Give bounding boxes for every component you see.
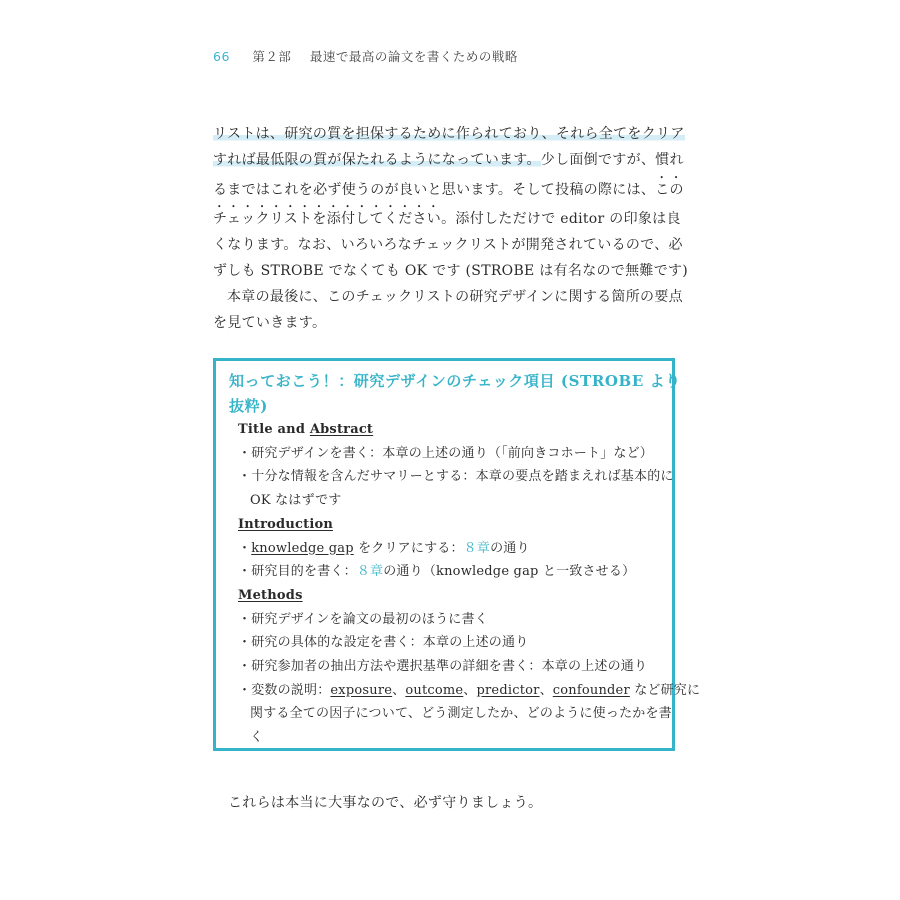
body-text-segment: 少し面倒ですが、慣れ <box>540 151 684 168</box>
list-item: ・十分な情報を含んだサマリーとする：本章の要点を踏まえれば基本的に <box>238 469 674 485</box>
box-content <box>238 418 701 750</box>
list-item: ・研究参加者の抽出方法や選択基準の詳細を書く：本章の上述の通り <box>238 659 648 675</box>
item-text: をクリアにする： <box>353 540 464 556</box>
list-item-continuation: 関する全ての因子について、どう測定したか、どのように使ったかを書 <box>250 706 672 722</box>
body-line-3 <box>213 174 684 204</box>
body-line-4 <box>213 203 681 233</box>
closing-sentence: これらは本当に大事なので、必ず守りましょう。 <box>228 795 543 811</box>
section-heading-introduction <box>238 513 668 537</box>
body-text-segment: るまではこれを必ず使うのが良いと思います。そして投稿の際には、 <box>213 181 656 198</box>
bullet: ・ <box>238 540 252 556</box>
item-text: ・変数の説明： <box>238 682 331 698</box>
emphasis-dotted-text: この <box>655 181 684 198</box>
emphasis-dotted-text: チェックリストを添付してください。 <box>213 211 456 228</box>
heading-underlined-text: Introduction <box>238 516 333 532</box>
list-item <box>238 560 668 584</box>
underlined-term: exposure <box>330 682 393 698</box>
heading-underlined-text: Methods <box>238 587 303 603</box>
body-line-2 <box>213 148 684 174</box>
item-text: の通り（knowledge gap と一致させる） <box>383 564 636 580</box>
body-line-5: くなります。なお、いろいろなチェックリストが開発されているので、必 <box>213 237 683 254</box>
body-line-8: を見ていきます。 <box>213 314 327 331</box>
list-item <box>238 537 668 561</box>
chapter-reference: ８章 <box>356 564 384 580</box>
list-item: ・研究の具体的な設定を書く：本章の上述の通り <box>238 635 529 651</box>
section-heading-title-abstract <box>238 418 668 442</box>
heading-text: Title and <box>238 422 310 437</box>
highlighted-text: リストは、研究の質を担保するために作られており、それら全てをクリア <box>213 126 685 142</box>
list-item-continuation: OK なはずです <box>250 493 342 509</box>
body-line-6: ずしも STROBE でなくても OK です (STROBE は有名なので無難です) <box>213 262 689 279</box>
chapter-reference: ８章 <box>463 540 491 556</box>
chapter-title: 最速で最高の論文を書くための戦略 <box>309 49 518 64</box>
list-item: ・研究デザインを書く：本章の上述の通り（「前向きコホート」など） <box>238 445 653 461</box>
underlined-term: outcome <box>405 682 464 698</box>
page-number: 66 <box>213 49 230 64</box>
section-heading-methods <box>238 584 668 608</box>
list-item-continuation: く <box>250 730 264 746</box>
item-text: ・研究目的を書く： <box>238 564 357 580</box>
part-label: 第２部 <box>252 49 292 64</box>
box-title-line-1: 知っておこう！：研究デザインのチェック項目 (STROBE より <box>229 372 681 390</box>
running-head <box>213 47 518 65</box>
body-paragraphs <box>213 122 689 336</box>
box-title <box>229 369 681 419</box>
list-item: ・研究デザインを論文の最初のほうに書く <box>238 611 488 627</box>
box-title-line-2: 抜粋) <box>229 397 268 415</box>
underlined-term: predictor <box>476 682 540 698</box>
underlined-term: knowledge gap <box>251 540 354 556</box>
heading-underlined-text: Abstract <box>309 422 374 437</box>
separator: 、 <box>539 682 553 698</box>
highlighted-text: すれば最低限の質が保たれるようになっています。 <box>213 151 541 168</box>
separator: 、 <box>392 682 406 698</box>
body-line-7: 本章の最後に、このチェックリストの研究デザインに関する箇所の要点 <box>227 288 683 305</box>
item-text: の通り <box>490 540 530 556</box>
underlined-term: confounder <box>552 682 630 698</box>
item-text: など研究に <box>629 682 701 698</box>
body-line-1 <box>213 122 685 148</box>
body-text-segment: 添付しただけで editor の印象は良 <box>455 211 681 228</box>
list-item <box>238 679 701 703</box>
separator: 、 <box>463 682 477 698</box>
checklist-box <box>213 358 701 751</box>
